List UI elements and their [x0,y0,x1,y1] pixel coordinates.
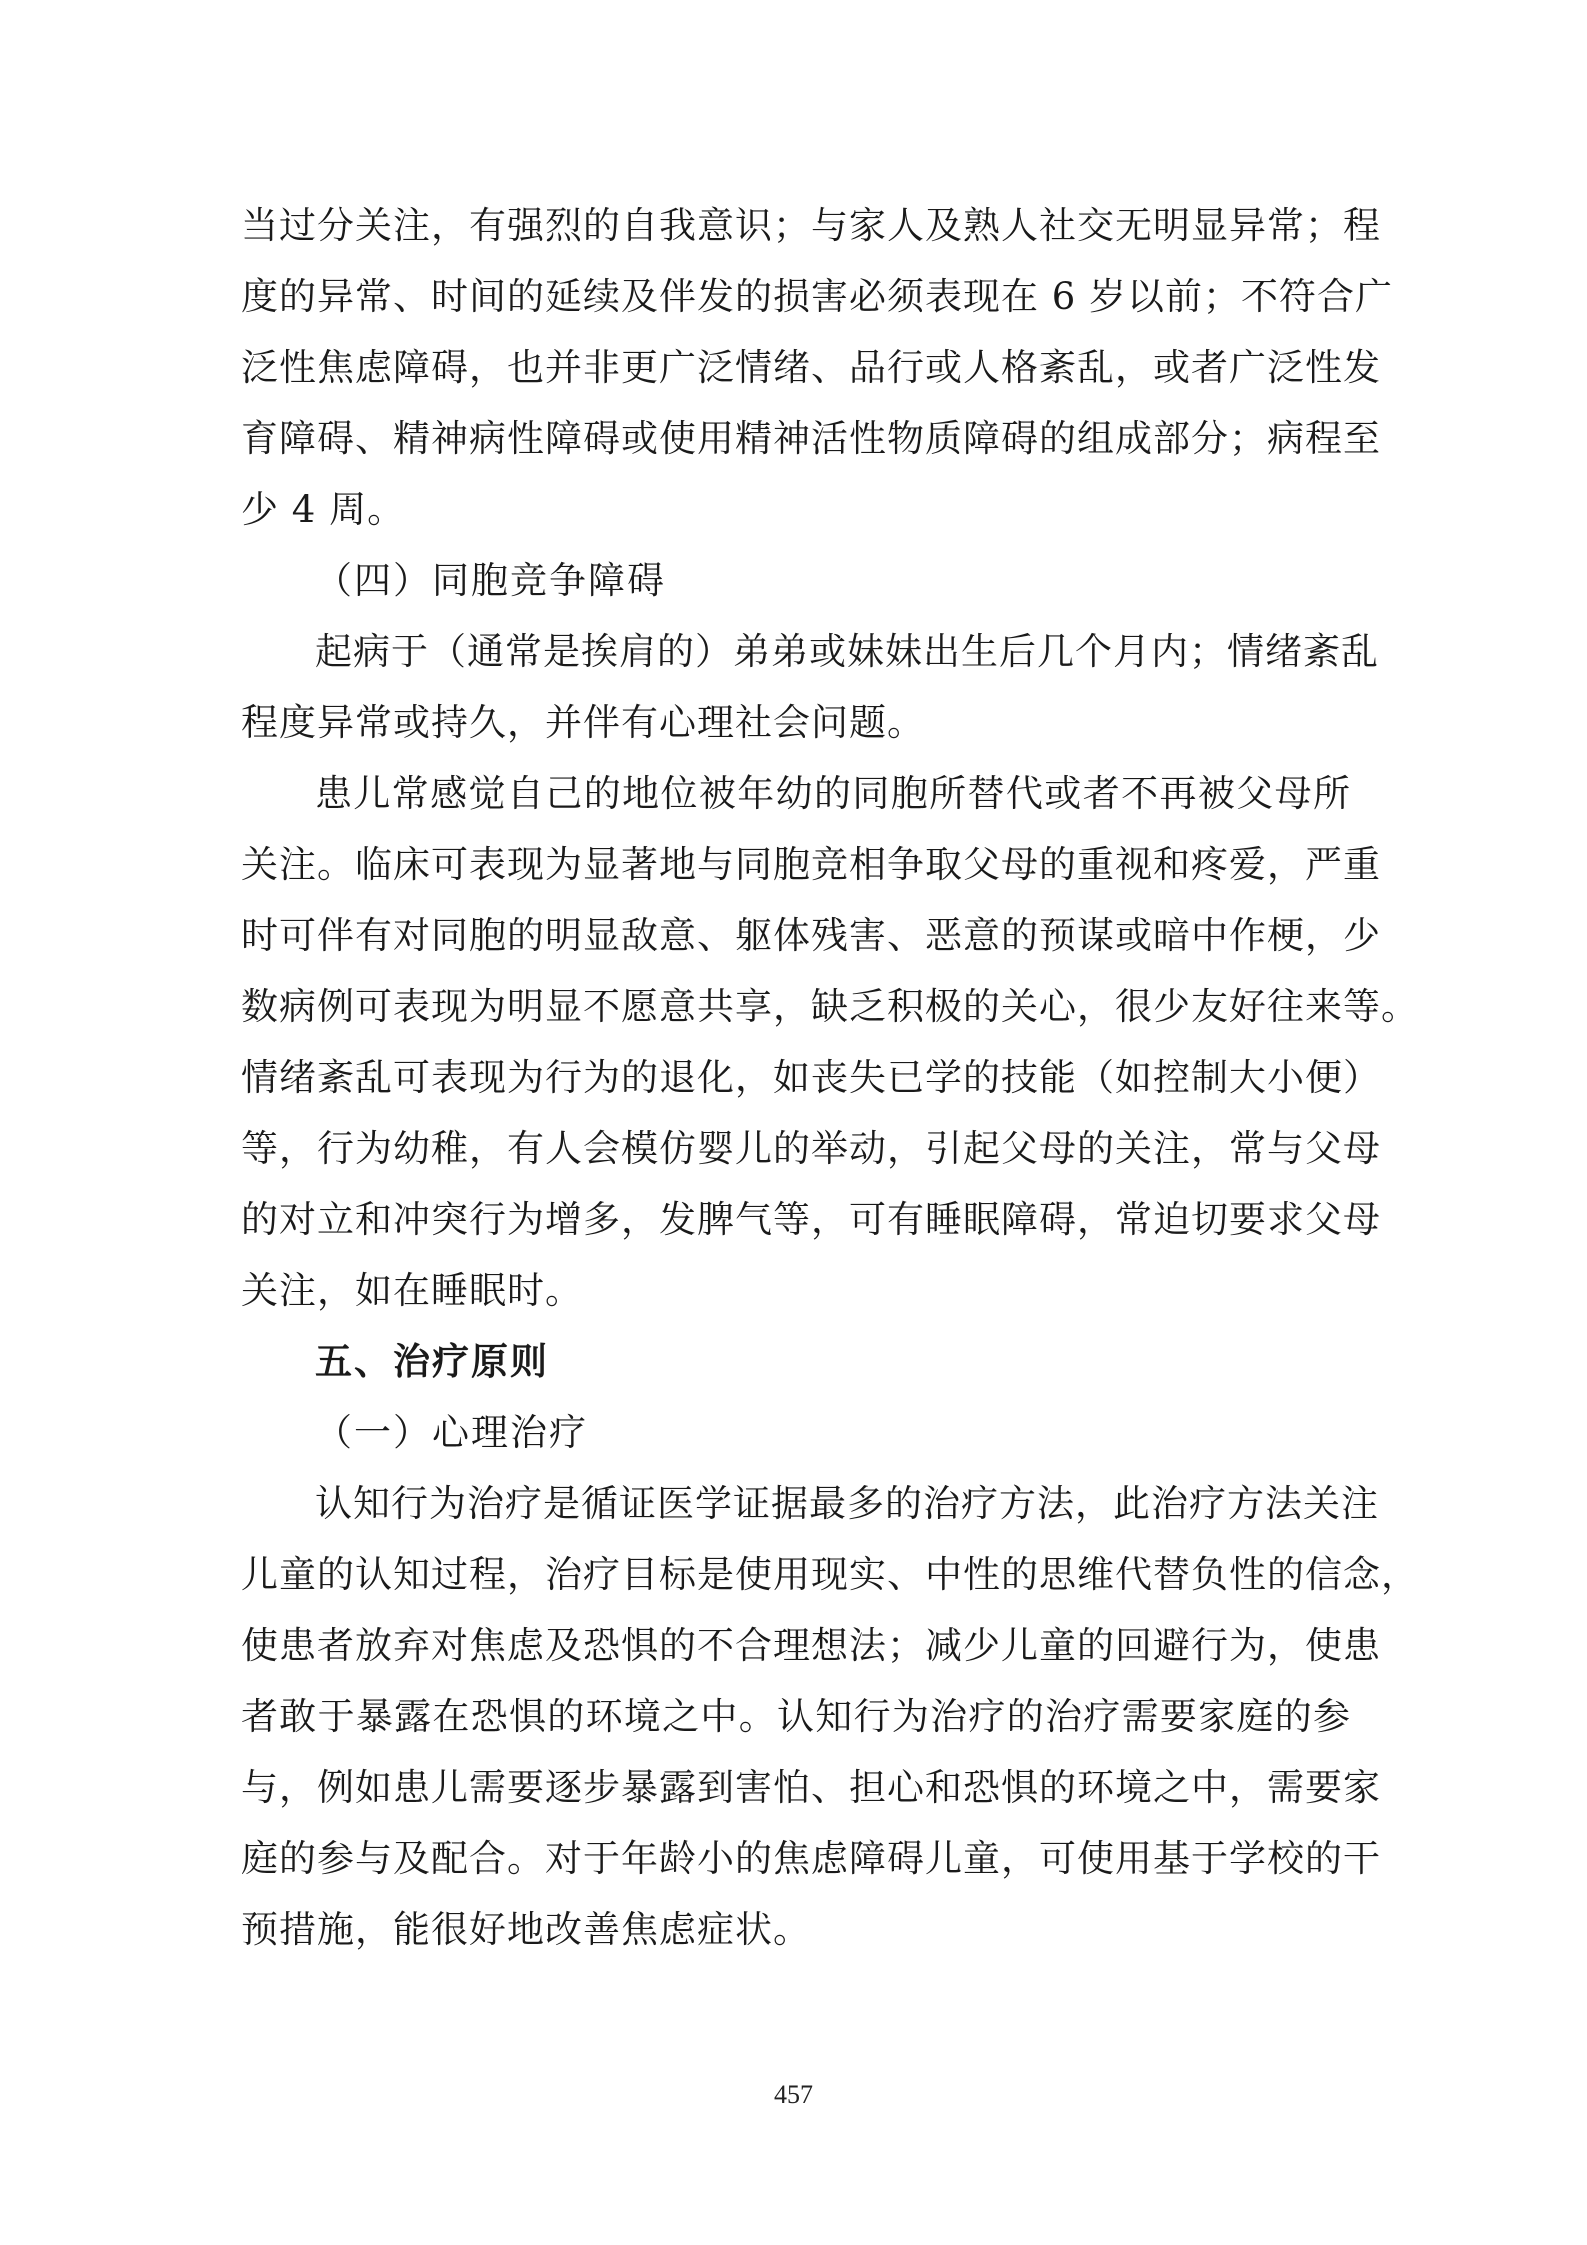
text-line: 的对立和冲突行为增多，发脾气等，可有睡眠障碍，常迫切要求父母 [241,1198,1381,1241]
text-line: 起病于（通常是挨肩的）弟弟或妹妹出生后几个月内；情绪紊乱 [315,630,1379,673]
text-line: 关注，如在睡眠时。 [241,1269,583,1312]
document-body [241,190,1419,1965]
section-heading-treatment-principles: 五、治疗原则 [315,1340,549,1383]
page-number: 457 [774,2080,813,2109]
text-line: 关注。临床可表现为显著地与同胞竞相争取父母的重视和疼爱，严重 [241,843,1381,886]
text-line: 情绪紊乱可表现为行为的退化，如丧失已学的技能（如控制大小便） [241,1056,1381,1099]
text-line: 数病例可表现为明显不愿意共享，缺乏积极的关心，很少友好往来等。 [241,985,1419,1028]
text-line: 程度异常或持久，并伴有心理社会问题。 [241,701,925,744]
text-line: 与，例如患儿需要逐步暴露到害怕、担心和恐惧的环境之中，需要家 [241,1766,1381,1809]
text-line: 等，行为幼稚，有人会模仿婴儿的举动，引起父母的关注，常与父母 [241,1127,1381,1170]
section-subheading-sibling-rivalry: （四）同胞竞争障碍 [315,559,666,602]
text-line: 预措施，能很好地改善焦虑症状。 [241,1908,811,1951]
text-line: 庭的参与及配合。对于年龄小的焦虑障碍儿童，可使用基于学校的干 [241,1837,1381,1880]
text-line: 度的异常、时间的延续及伴发的损害必须表现在 6 岁以前；不符合广 [241,275,1394,318]
section-subheading-psychotherapy: （一）心理治疗 [315,1411,588,1454]
text-line: 泛性焦虑障碍，也并非更广泛情绪、品行或人格紊乱，或者广泛性发 [241,346,1381,389]
text-line: 患儿常感觉自己的地位被年幼的同胞所替代或者不再被父母所 [315,772,1351,815]
paragraph-sibling-rivalry-onset [241,616,1379,758]
text-line: 少 4 周。 [241,488,406,531]
text-line: 儿童的认知过程，治疗目标是使用现实、中性的思维代替负性的信念， [241,1553,1419,1596]
text-line: 当过分关注，有强烈的自我意识；与家人及熟人社交无明显异常；程 [241,204,1381,247]
text-line: 者敢于暴露在恐惧的环境之中。认知行为治疗的治疗需要家庭的参 [241,1695,1351,1738]
text-line: 认知行为治疗是循证医学证据最多的治疗方法，此治疗方法关注 [315,1482,1379,1525]
text-line: 育障碍、精神病性障碍或使用精神活性物质障碍的组成部分；病程至 [241,417,1381,460]
paragraph-cbt [241,1468,1419,1965]
text-line: 时可伴有对同胞的明显敌意、躯体残害、恶意的预谋或暗中作梗，少 [241,914,1381,957]
paragraph-sibling-rivalry-presentation [241,758,1419,1326]
text-line: 使患者放弃对焦虑及恐惧的不合理想法；减少儿童的回避行为，使患 [241,1624,1381,1667]
paragraph-social-anxiety-criteria [241,190,1394,545]
